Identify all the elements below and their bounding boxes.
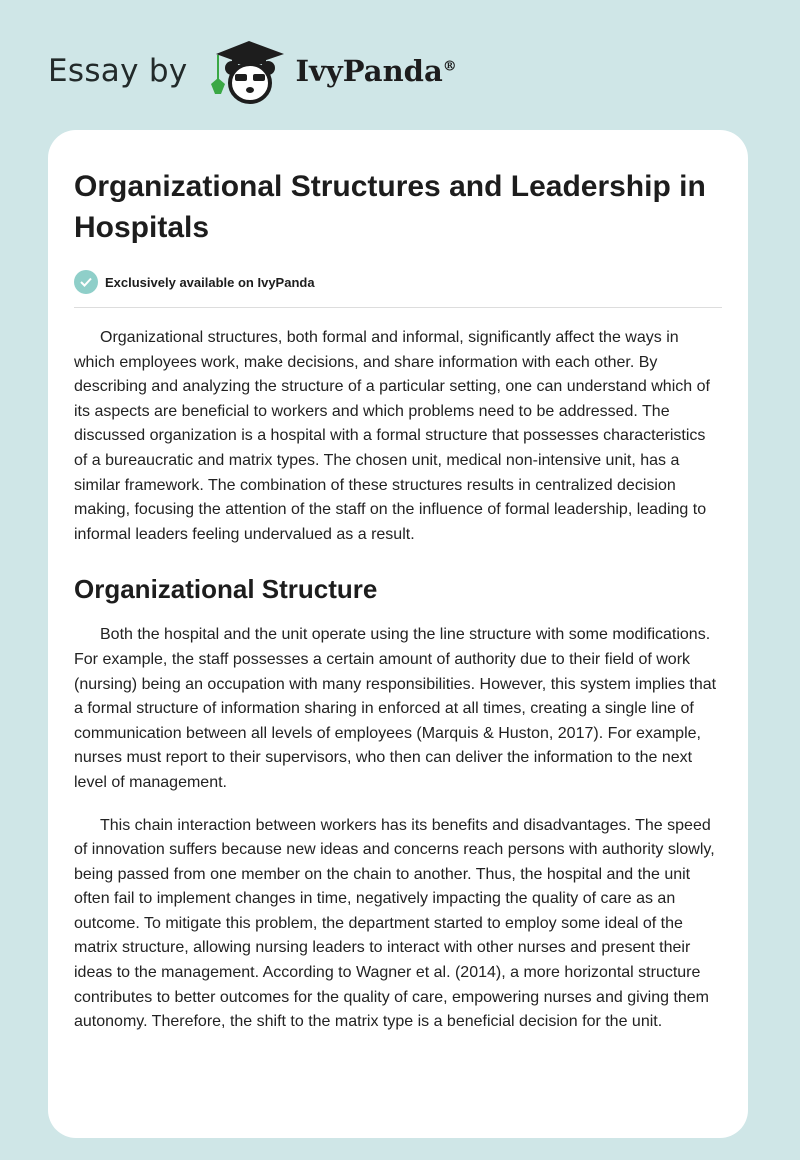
check-icon xyxy=(74,270,98,294)
essay-by-label: Essay by xyxy=(48,53,188,89)
divider xyxy=(74,307,722,308)
section-paragraph: Both the hospital and the unit operate using the line structure with some modifications. For example, the staff possesses a certain amount of authority due to their field of work (nursing) being an occupation with many responsibilities. However, this system implies that a formal structure of information sharing in enforced at all times, creating a single line of communication between all levels of employees (Marquis & Huston, 2017). For example, nurses must report to their supervisors, who then can deliver the information to the next level of management. xyxy=(74,626,717,791)
badge-text: Exclusively available on IvyPanda xyxy=(105,274,315,290)
essay-title: Organizational Structures and Leadership in Hospitals xyxy=(74,170,706,244)
intro-paragraph: Organizational structures, both formal and informal, significantly affect the ways in which employees work, make decisions, and share information with each other. By describing and analyzing the structure of a particular setting, one can understand which of its aspects are beneficial to workers and which problems need to be addressed. The discussed organization is a hospital with a formal structure that possesses characteristics of a bureaucratic and matrix types. The chosen unit, medical non-intensive unit, has a similar framework. The combination of these structures results in centralized decision making, focusing the attention of the staff on the influence of formal leadership, leading to informal leaders feeling undervalued as a result. xyxy=(74,329,710,543)
brand-text: IvyPanda xyxy=(295,54,443,88)
essay-card xyxy=(48,130,748,1138)
ivypanda-logo-icon xyxy=(206,36,292,106)
registered-mark: ® xyxy=(442,58,457,75)
exclusive-badge xyxy=(74,270,722,294)
brand-header xyxy=(48,36,457,106)
section-paragraph: This chain interaction between workers has its benefits and disadvantages. The speed of innovation suffers because new ideas and concerns reach persons with authority slowly, being passed from one member on the chain to another. Thus, the hospital and the unit often fail to implement changes in time, negatively impacting the quality of care as an outcome. To mitigate this problem, the department started to employ some ideal of the matrix structure, allowing nursing leaders to interact with other nurses and present their ideas to the management. According to Wagner et al. (2014), a more horizontal structure contributes to better outcomes for the quality of care, empowering nurses and giving them autonomy. Therefore, the shift to the matrix type is a beneficial decision for the unit. xyxy=(74,816,715,1031)
section-heading: Organizational Structure xyxy=(74,574,378,605)
brand-name xyxy=(296,54,457,88)
